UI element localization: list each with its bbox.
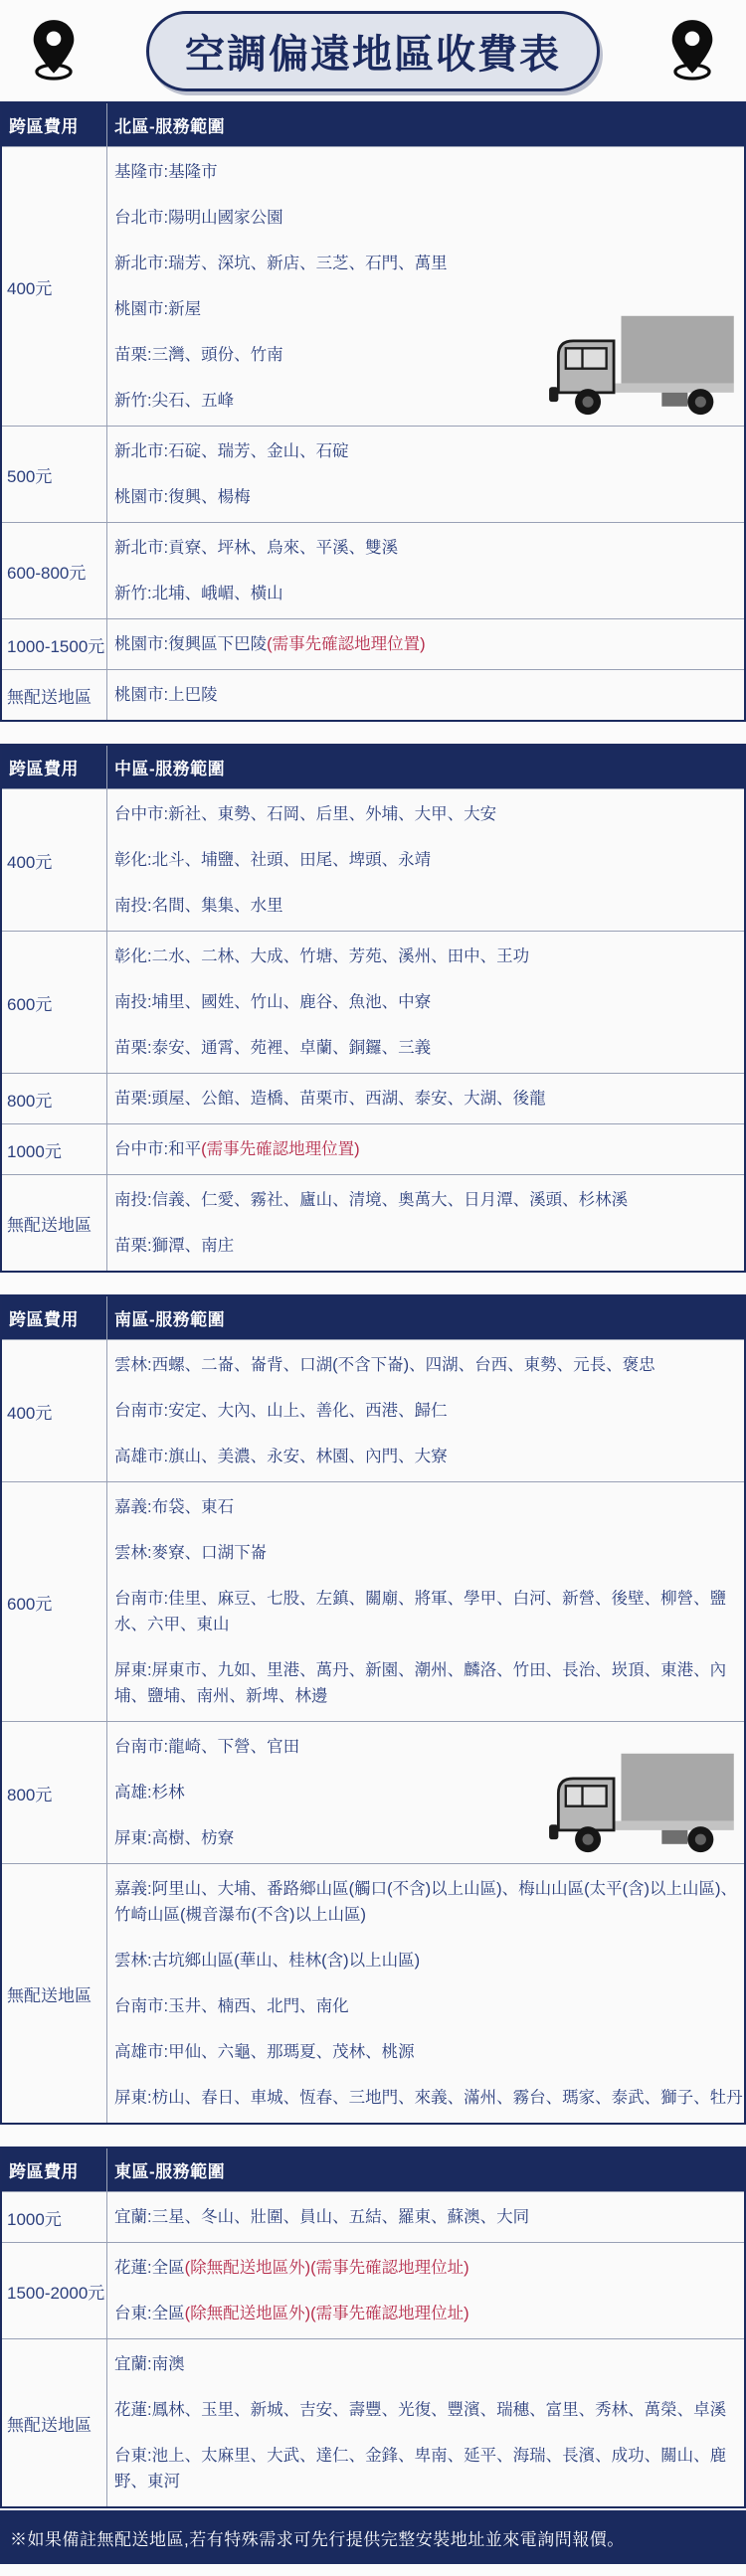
service-area-line bbox=[114, 286, 744, 332]
area-text: 雲林:西螺、二崙、崙背、口湖(不含下崙)、四湖、台西、東勢、元長、褒忠 bbox=[114, 1356, 655, 1374]
service-area-line bbox=[114, 1530, 744, 1576]
service-area-line bbox=[114, 1724, 744, 1770]
fee-table-south bbox=[0, 1294, 746, 2125]
area-text: 新竹:尖石、五峰 bbox=[114, 392, 235, 410]
fee-tables bbox=[0, 101, 746, 2508]
service-area-line bbox=[114, 2245, 744, 2291]
service-area-line bbox=[114, 378, 744, 424]
service-area-cell bbox=[106, 523, 744, 618]
service-area-line bbox=[114, 2291, 744, 2336]
service-area-line bbox=[114, 1388, 744, 1434]
service-area-line bbox=[114, 2387, 744, 2433]
fee-value: 無配送地區 bbox=[7, 1215, 92, 1235]
service-area-line bbox=[114, 2194, 744, 2240]
service-area-cell bbox=[106, 670, 744, 720]
area-text: 花蓮:全區 bbox=[114, 2259, 185, 2277]
page-banner bbox=[0, 0, 746, 101]
region-header-north: 北區-服務範圍 bbox=[106, 103, 744, 146]
fee-value: 400元 bbox=[7, 1403, 53, 1423]
bottom-spacer bbox=[0, 2564, 746, 2576]
fee-row bbox=[2, 1721, 744, 1863]
fee-row bbox=[2, 2338, 744, 2506]
area-text: 新北市:貢寮、坪林、烏來、平溪、雙溪 bbox=[114, 539, 399, 557]
service-area-line bbox=[114, 332, 744, 378]
fee-value: 600元 bbox=[7, 1594, 53, 1614]
fee-row bbox=[2, 788, 744, 931]
fee-row bbox=[2, 1339, 744, 1481]
service-area-cell bbox=[106, 1722, 744, 1863]
fee-column-header: 跨區費用 bbox=[9, 117, 79, 136]
area-text: 苗栗:獅潭、南庄 bbox=[114, 1237, 235, 1255]
region-header-central: 中區-服務範圍 bbox=[106, 746, 744, 788]
area-text: 台南市:龍崎、下營、官田 bbox=[114, 1738, 300, 1756]
service-area-cell bbox=[106, 619, 744, 669]
fee-row bbox=[2, 1123, 744, 1174]
area-text: 台南市:佳里、麻豆、七股、左鎮、關廟、將軍、學甲、白河、新營、後壁、柳營、鹽水、六甲、東山 bbox=[114, 1590, 727, 1633]
fee-column-header: 跨區費用 bbox=[9, 1310, 79, 1329]
service-area-line bbox=[114, 837, 744, 883]
service-area-cell bbox=[106, 147, 744, 426]
area-text: 新北市:石碇、瑞芳、金山、石碇 bbox=[114, 442, 349, 460]
area-text: 屏東:枋山、春日、車城、恆春、三地門、來義、滿州、霧台、瑪家、泰武、獅子、牡丹 bbox=[114, 2089, 743, 2107]
fee-value: 400元 bbox=[7, 278, 53, 298]
warning-text: (除無配送地區外) bbox=[184, 2259, 311, 2277]
fee-row bbox=[2, 618, 744, 669]
service-area-line bbox=[114, 1647, 744, 1719]
fee-value: 無配送地區 bbox=[7, 1985, 92, 2005]
location-pin-icon bbox=[28, 18, 80, 84]
area-text: 台東:池上、太麻里、大武、達仁、金鋒、卑南、延平、海瑞、長濱、成功、關山、鹿野、東河 bbox=[114, 2447, 727, 2490]
service-area-line bbox=[114, 672, 744, 718]
service-area-cell bbox=[106, 789, 744, 931]
service-area-cell bbox=[106, 2243, 744, 2338]
fee-column-header: 跨區費用 bbox=[9, 760, 79, 778]
area-text: 宜蘭:南澳 bbox=[114, 2355, 185, 2373]
service-area-line bbox=[114, 2341, 744, 2387]
service-area-line bbox=[114, 1177, 744, 1223]
service-area-line bbox=[114, 1983, 744, 2029]
area-text: 苗栗:泰安、通霄、苑裡、卓蘭、銅鑼、三義 bbox=[114, 1039, 432, 1057]
service-area-line bbox=[114, 1484, 744, 1530]
service-area-line bbox=[114, 2433, 744, 2504]
service-area-line bbox=[114, 241, 744, 286]
service-area-line bbox=[114, 1223, 744, 1269]
fee-row bbox=[2, 2191, 744, 2242]
fee-value: 1000元 bbox=[7, 2209, 62, 2229]
footer-note: ※如果備註無配送地區,若有特殊需求可先行提供完整安裝地址並來電詢問報價。 bbox=[0, 2510, 746, 2564]
area-text: 桃園市:復興、楊梅 bbox=[114, 488, 251, 506]
area-text: 台東:全區 bbox=[114, 2305, 185, 2322]
service-area-line bbox=[114, 1342, 744, 1388]
fee-table-north bbox=[0, 101, 746, 722]
area-text: 苗栗:三灣、頭份、竹南 bbox=[114, 346, 283, 364]
area-text: 雲林:麥寮、口湖下崙 bbox=[114, 1544, 268, 1562]
fee-row bbox=[2, 426, 744, 522]
area-text: 花蓮:鳳林、玉里、新城、吉安、壽豐、光復、豐濱、瑞穗、富里、秀林、萬榮、卓溪 bbox=[114, 2401, 727, 2419]
service-area-line bbox=[114, 1076, 744, 1121]
service-area-cell bbox=[106, 1482, 744, 1721]
service-area-cell bbox=[106, 1124, 744, 1174]
area-text: 嘉義:阿里山、大埔、番路鄉山區(觸口(不含)以上山區)、梅山山區(太平(含)以上山區)、竹崎山區(槻音瀑布(不含)以上山區) bbox=[114, 1880, 738, 1924]
area-text: 宜蘭:三星、冬山、壯圍、員山、五結、羅東、蘇澳、大同 bbox=[114, 2208, 530, 2226]
fee-row bbox=[2, 146, 744, 426]
area-text: 桃園市:新屋 bbox=[114, 300, 202, 318]
service-area-line bbox=[114, 1126, 744, 1172]
area-text: 屏東:屏東市、九如、里港、萬丹、新園、潮州、麟洛、竹田、長治、崁頂、東港、內埔、鹽埔、南州、新埤、林邊 bbox=[114, 1661, 727, 1705]
service-area-cell bbox=[106, 2339, 744, 2506]
area-text: 新北市:瑞芳、深坑、新店、三芝、石門、萬里 bbox=[114, 255, 448, 272]
service-area-line bbox=[114, 791, 744, 837]
service-area-cell bbox=[106, 1074, 744, 1123]
service-area-line bbox=[114, 979, 744, 1025]
fee-column-header: 跨區費用 bbox=[9, 2162, 79, 2181]
area-text: 桃園市:復興區下巴陵 bbox=[114, 635, 268, 653]
area-text: 屏東:高樹、枋寮 bbox=[114, 1829, 235, 1847]
area-text: 高雄:杉林 bbox=[114, 1784, 185, 1802]
area-text: 彰化:北斗、埔鹽、社頭、田尾、埤頭、永靖 bbox=[114, 851, 432, 869]
fee-row bbox=[2, 1863, 744, 2123]
fee-table-east bbox=[0, 2147, 746, 2508]
service-area-line bbox=[114, 429, 744, 474]
fee-row bbox=[2, 1481, 744, 1721]
service-area-cell bbox=[106, 427, 744, 522]
service-area-line bbox=[114, 1025, 744, 1071]
service-area-cell bbox=[106, 1175, 744, 1271]
warning-text: (除無配送地區外) bbox=[184, 2305, 311, 2322]
area-text: 台南市:玉井、楠西、北門、南化 bbox=[114, 1997, 349, 2015]
fee-value: 600元 bbox=[7, 994, 53, 1014]
location-pin-icon bbox=[666, 18, 718, 84]
fee-value: 1500-2000元 bbox=[7, 2283, 105, 2303]
service-area-line bbox=[114, 1770, 744, 1815]
fee-row bbox=[2, 669, 744, 720]
area-text: 高雄市:甲仙、六龜、那瑪夏、茂林、桃源 bbox=[114, 2043, 415, 2061]
table-header-row bbox=[2, 1296, 744, 1339]
region-header-south: 南區-服務範圍 bbox=[106, 1296, 744, 1339]
fee-value: 500元 bbox=[7, 466, 53, 486]
area-text: 嘉義:布袋、東石 bbox=[114, 1498, 235, 1516]
area-text: 彰化:二水、二林、大成、竹塘、芳苑、溪州、田中、王功 bbox=[114, 947, 530, 965]
area-text: 南投:名間、集集、水里 bbox=[114, 897, 283, 915]
service-area-line bbox=[114, 1815, 744, 1861]
service-area-cell bbox=[106, 1864, 744, 2123]
service-area-line bbox=[114, 1866, 744, 1938]
warning-text: (需事先確認地理位置) bbox=[201, 1140, 360, 1158]
service-area-line bbox=[114, 1434, 744, 1479]
fee-value: 1000元 bbox=[7, 1141, 62, 1161]
table-header-row bbox=[2, 746, 744, 788]
service-area-cell bbox=[106, 1340, 744, 1481]
area-text: 新竹:北埔、峨嵋、橫山 bbox=[114, 585, 283, 602]
service-area-line bbox=[114, 934, 744, 979]
fee-value: 無配送地區 bbox=[7, 2415, 92, 2435]
service-area-cell bbox=[106, 2192, 744, 2242]
service-area-line bbox=[114, 1576, 744, 1647]
fee-value: 800元 bbox=[7, 1785, 53, 1804]
fee-row bbox=[2, 1073, 744, 1123]
area-text: 雲林:古坑鄉山區(華山、桂林(含)以上山區) bbox=[114, 1952, 421, 1970]
service-area-line bbox=[114, 2075, 744, 2121]
area-text: 高雄市:旗山、美濃、永安、林園、內門、大寮 bbox=[114, 1448, 448, 1465]
service-area-line bbox=[114, 525, 744, 571]
service-area-line bbox=[114, 474, 744, 520]
fee-row bbox=[2, 1174, 744, 1271]
fee-value: 600-800元 bbox=[7, 563, 87, 583]
service-area-line bbox=[114, 621, 744, 667]
fee-row bbox=[2, 522, 744, 618]
area-text: 苗栗:頭屋、公館、造橋、苗栗市、西湖、泰安、大湖、後龍 bbox=[114, 1090, 546, 1108]
fee-value: 800元 bbox=[7, 1091, 53, 1111]
area-text: 台南市:安定、大內、山上、善化、西港、歸仁 bbox=[114, 1402, 448, 1420]
area-text: 台北市:陽明山國家公園 bbox=[114, 209, 283, 227]
area-text: 南投:埔里、國姓、竹山、鹿谷、魚池、中寮 bbox=[114, 993, 432, 1011]
service-area-line bbox=[114, 571, 744, 616]
fee-value: 400元 bbox=[7, 852, 53, 872]
area-text: 桃園市:上巴陵 bbox=[114, 686, 218, 704]
service-area-cell bbox=[106, 932, 744, 1073]
area-text: 台中市:新社、東勢、石岡、后里、外埔、大甲、大安 bbox=[114, 805, 497, 823]
area-text: 基隆市:基隆市 bbox=[114, 163, 218, 181]
service-area-line bbox=[114, 2029, 744, 2075]
warning-text: (需事先確認地理位址) bbox=[310, 2259, 469, 2277]
region-header-east: 東區-服務範圍 bbox=[106, 2148, 744, 2191]
fee-row bbox=[2, 931, 744, 1073]
warning-text: (需事先確認地理位置) bbox=[267, 635, 426, 653]
page-title: 空調偏遠地區收費表 bbox=[146, 11, 600, 91]
fee-value: 1000-1500元 bbox=[7, 636, 105, 656]
table-header-row bbox=[2, 2148, 744, 2191]
warning-text: (需事先確認地理位址) bbox=[310, 2305, 469, 2322]
fee-table-central bbox=[0, 744, 746, 1273]
service-area-line bbox=[114, 883, 744, 929]
table-header-row bbox=[2, 103, 744, 146]
service-area-line bbox=[114, 149, 744, 195]
fee-value: 無配送地區 bbox=[7, 687, 92, 707]
area-text: 台中市:和平 bbox=[114, 1140, 202, 1158]
service-area-line bbox=[114, 195, 744, 241]
service-area-line bbox=[114, 1938, 744, 1983]
fee-row bbox=[2, 2242, 744, 2338]
area-text: 南投:信義、仁愛、霧社、廬山、清境、奧萬大、日月潭、溪頭、杉林溪 bbox=[114, 1191, 629, 1209]
